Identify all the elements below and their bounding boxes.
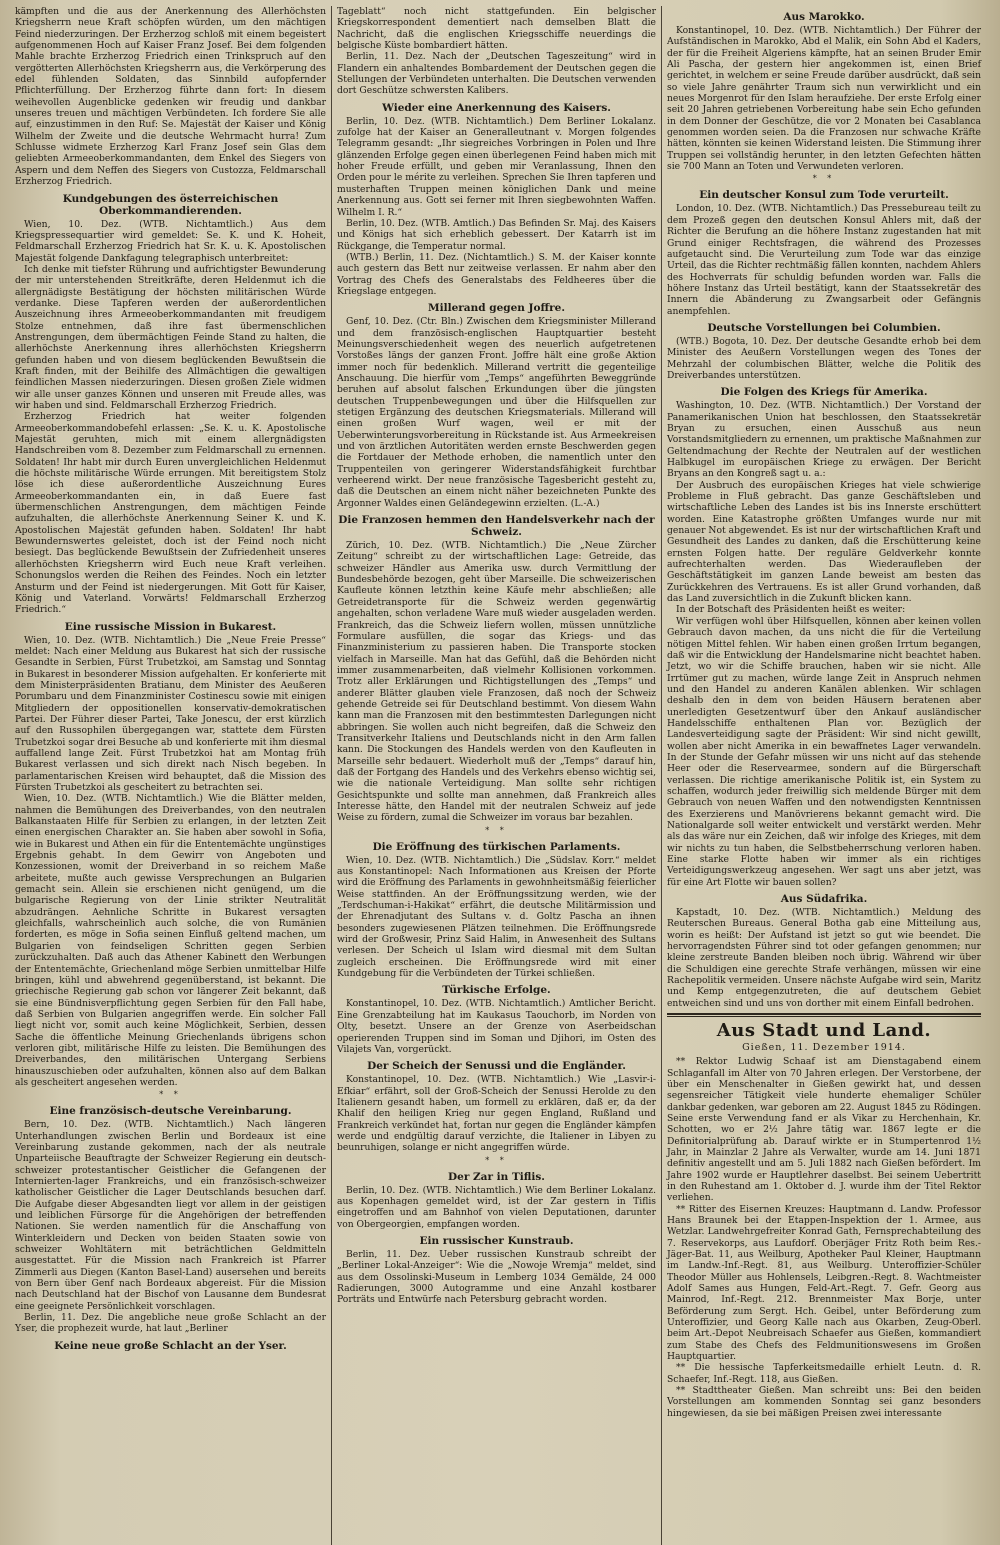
section-separator: * * <box>159 1090 182 1100</box>
paragraph: Wien, 10. Dez. (WTB. Nichtamtlich.) Wie die Blätter melden, nahmen die Bemühungen des Dreiverbandes, von den neutralen Balkanstaaten Hilfe für Serbien zu erlangen, in der letzten Zeit einen energischen Charakter an. Sie haben aber sowohl in Sofia, wie in Bukarest und Athen ein für die Ententemächte ungünstiges Ergebnis gehabt. In dem Gewirr von Angeboten und Konzessionen, womit der Dreiverband in so reichem Maße arbeitete, mußte auch gewisse Versprechungen an Bulgarien gemacht sein. Allein sie erschienen nicht genügend, um die bulgarische Regierung von der Linie strikter Neutralität abzudrängen. Aehnliche Schritte in Bukarest versagten gleichfalls, wahrscheinlich auch solche, die von Rumänien forderten, es möge in Sofia seinen Einfluß geltend machen, um Bulgarien von feindseligen Schritten gegen Serbien zurückzuhalten. Daß auch das Athener Kabinett den Werbungen der Ententemächte, Griechenland möge Serbien unmittelbar Hilfe bringen, kühl und abwehrend gegenüberstand, ist bekannt. Die griechische Regierung gab schon vor längerer Zeit bekannt, daß sie eine Bündnisverpflichtung gegen Serbien für den Fall habe, daß Serbien von Bulgarien angegriffen werde. Ein solcher Fall liegt nicht vor, somit auch keine Möglichkeit, Serbien, dessen Sache die öffentliche Meinung Griechenlands übrigens schon verloren gibt, militärische Hilfe zu leisten. Die Bemühungen des Dreiverbandes, den militärischen Untergang Serbiens hinauszuschieben oder aufzuhalten, können also auf dem Balkan als gescheitert angesehen werden. <box>15 793 326 1088</box>
section-separator: * * <box>485 825 508 835</box>
paragraph: ** Ritter des Eisernen Kreuzes: Hauptmann d. Landw. Professor Hans Braunek bei der Etappen-Inspektion der 1. Armee, aus Wetzlar. Landwehrgefreiter Konrad Gath, Fernsprechabteilung des 7. Reservekorps, aus Laufdorf. Oberjäger Fritz Roth beim Res.-Jäger-Bat. 11, aus Weilburg, Apotheker Paul Kleiner, Hauptmann im Landw.-Inf.-Regt. 81, aus Weilburg. Unteroffizier-Schüler Theodor Müller aus Hohlensels, Leibgren.-Regt. 8. Wachtmeister Adolf Sames aus Hungen, Feld-Art.-Regt. 7. Gefr. Georg aus Mainrod, Inf.-Regt. 212. Brennmeister Max Borje, unter Beförderung zum Sergt. Hch. Geibel, unter Beförderung zum Unteroffizier, und Georg Kalle nach aus Okarben, Zeug-Oberl. beim Art.-Depot Neubreisach Schaefer aus Gießen, kommandiert zum Stabe des Chefs des Feldmunitionswesens im Großen Hauptquartier. <box>667 1203 981 1363</box>
paragraph: ** Rektor Ludwig Schaaf ist am Dienstagabend einem Schlaganfall im Alter von 70 Jahren erlegen. Der Verstorbene, der über ein Menschenalter in Gießen gewirkt hat, und dessen segensreicher Tätigkeit viele hunderte ehemaliger Schüler dankbar gedenken, war geboren am 22. August 1845 zu Rödingen. Seine erste Verwendung fand er als Vikar zu Herchenhain, Kr. Schotten, wo er 2½ Jahre tätig war. 1867 legte er die Definitorialprüfung ab. Darauf wirkte er in Stumpertenrod 1½ Jahr, in Mainzlar 2 Jahre als Verwalter, wurde am 14. Juni 1871 definitiv angestellt und am 5. Juli 1882 nach Gießen befördert. Im Jahre 1902 wurde er Hauptlehrer daselbst. Bei seinem Uebertritt in den Ruhestand am 1. Oktober d. J. wurde ihm der Titel Rektor verliehen. <box>667 1056 981 1204</box>
paragraph: ** Stadttheater Gießen. Man schreibt uns: Bei den beiden Vorstellungen am kommenden Sonntag sei ganz besonders hingewiesen, da sie bei mäßigen Preisen zwei interessante <box>667 1385 981 1419</box>
paragraph: (WTB.) Bogota, 10. Dez. Der deutsche Gesandte erhob bei dem Minister des Aeußern Vorstellungen wegen des Tones der Mehrzahl der columbischen Blätter, welche die Politik des Dreiverbandes unterstützen. <box>667 335 981 381</box>
article-headline: Wieder eine Anerkennung des Kaisers. <box>382 101 611 114</box>
paragraph: London, 10. Dez. (WTB. Nichtamtlich.) Das Pressebureau teilt zu dem Prozeß gegen den deutschen Konsul Ahlers mit, daß der Richter die Berufung an die höhere Instanz zugestanden hat mit Grund einiger Rechtsfragen, die während des Prozesses aufgetaucht sind. Die Verurteilung zum Tode war das einzige Urteil, das die Richter rechtmäßig fällen konnten, nachdem Ahlers des Hochverrats für schuldig befunden worden war. Falls die höhere Instanz das Urteil bestätigt, kann der Staatssekretär des Innern die Abänderung zu Zwangsarbeit oder Gefängnis anempfehlen. <box>667 203 981 317</box>
article-headline: Der Zar in Tiflis. <box>448 1170 545 1183</box>
paragraph: Berlin, 11. Dez. Nach der „Deutschen Tageszeitung“ wird in Flandern ein anhaltendes Bombardement der Deutschen gegen die Stellungen der Verbündeten unterhalten. Die Deutschen verwenden dort Geschütze schwersten Kalibers. <box>337 51 656 97</box>
article-headline: Die Franzosen hemmen den Handelsverkehr nach der Schweiz. <box>338 514 655 539</box>
paragraph: Berlin, 11. Dez. Die angebliche neue große Schlacht an der Yser, die prophezeit wurde, hat laut „Berliner <box>15 1312 326 1335</box>
paragraph: In der Botschaft des Präsidenten heißt es weiter: <box>676 604 906 616</box>
paragraph: Tageblatt“ noch nicht stattgefunden. Ein belgischer Kriegskorrespondent dementiert nach demselben Blatt die Nachricht, daß die englischen Kriegsschiffe neuerdings die belgische Küste bombardiert hätten. <box>337 6 656 52</box>
section-divider <box>667 1013 981 1015</box>
article-headline: Kundgebungen des österreichischen Oberkommandierenden. <box>62 192 279 217</box>
article-headline: Die Eröffnung des türkischen Parlaments. <box>372 840 621 853</box>
paragraph: Konstantinopel, 10. Dez. (WTB. Nichtamtlich.) Der Führer der Aufständischen in Marokko, Abd el Malik, ein Sohn Abd el Kaders, der für die Freiheit Algeriens kämpfte, hat an seinen Bruder Emir Ali Pascha, der gestern hier angekommen ist, einen Brief gerichtet, in welchem er seine Freude darüber ausdrückt, daß sein so viele Jahre genährter Traum sich nun verwirklicht und ein neues Morgenrot für den Islam heraufziehe. Der erste Erfolg einer seit 20 Jahren getriebenen Vorbereitung habe sein Echo gefunden in dem Donner der Geschütze, die vor 2 Monaten bei Casablanca genommen worden seien. Da die Franzosen nur schwache Kräfte hätten, könnten sie keinen Widerstand leisten. Die Stimmung ihrer Truppen sei vollständig herunter, in den letzten Gefechten hätten sie 700 Mann an Toten und Verwundeten verloren. <box>667 25 981 173</box>
paragraph: ** Die hessische Tapferkeitsmedaille erhielt Leutn. d. R. Schaefer, Inf.-Regt. 118, aus Gießen. <box>667 1362 981 1385</box>
paragraph: Konstantinopel, 10. Dez. (WTB. Nichtamtlich.) Amtlicher Bericht. Eine Grenzabteilung hat im Kaukasus Taouchorb, im Norden von Olty, besetzt. Unsere an der Grenze von Aserbeidschan operierenden Truppen sind im Soman und Djihori, im Osten des Vilajets Van, vorgerückt. <box>337 998 656 1055</box>
paragraph: kämpften und die aus der Anerkennung des Allerhöchsten Kriegsherrn neue Kraft schöpfen würden, um den mächtigen Feind niederzuringen. Der Erzherzog schloß mit einem begeistert aufgenommenen Hoch auf Kaiser Franz Josef. Bei dem folgenden Mahle brachte Erzherzog Friedrich einen Trinkspruch auf den vergötterten Allerhöchsten Kriegsherrn aus, die Verkörperung des edel fühlenden Soldaten, das Sinnbild aufopfernder Pflichterfüllung. Der Erzherzog führte dann fort: In diesem weihevollen Augenblicke gedenken wir freudig und dankbar unseres treuen und mächtigen Verbündeten. Ich fordere Sie alle auf, einzustimmen in den Ruf: Se. Majestät der Kaiser und König Wilhelm der Zweite und die deutsche Wehrmacht hurra! Zum Schlusse widmete Erzherzog Karl Franz Josef sein Glas dem geliebten Armeeoberkommandanten, dem Enkel des Siegers von Aspern und dem Neffen des Siegers von Custozza, Feldmarschall Erzherzog Friedrich. <box>15 6 326 188</box>
paragraph: Konstantinopel, 10. Dez. (WTB. Nichtamtlich.) Wie „Lasvir-i-Efkiar“ erfährt, soll der Groß-Scheich der Senussi Herolde zu den Italienern gesandt haben, um formell zu erklären, daß er, da der Khalif den heiligen Krieg nur gegen England, Rußland und Frankreich verkündet hat, fortan nur gegen die Engländer kämpfen werde und endgültig darauf verzichte, die Italiener in Libyen zu beunruhigen, solange er nicht angegriffen würde. <box>337 1074 656 1154</box>
paragraph: Bern, 10. Dez. (WTB. Nichtamtlich.) Nach längeren Unterhandlungen zwischen Berlin und Bordeaux ist eine Vereinbarung zustande gekommen, nach der als neutrale Unparteiische Beauftragte der Schweizer Regierung ein deutsch-schweizer protestantischer Geistlicher die Gefangenen der Internierten-lager Frankreichs, und ein französisch-schweizer katholischer Geistlicher die Lager Deutschlands besuchen darf. Die Aufgabe dieser Abgesandten liegt vor allem in der geistigen und leiblichen Fürsorge für die Angehörigen der betreffenden Nationen. Sie werden namentlich für die Anschaffung von Winterkleidern und Decken von beiden Staaten sowie von schweizer Wohltätern mit beträchtlichen Geldmitteln ausgestattet. Für die Mission nach Frankreich ist Pfarrer Zimmerli aus Diegen (Kanton Basel-Land) ausersehen und bereits von Bern über Genf nach Bordeaux abgereist. Für die Mission nach Deutschland hat der Bischof von Lausanne dem Bundesrat eine geeignete Persönlichkeit vorschlagen. <box>15 1119 326 1312</box>
paragraph: (WTB.) Berlin, 11. Dez. (Nichtamtlich.) S. M. der Kaiser konnte auch gestern das Bett nur zeitweise verlassen. Er nahm aber den Vortrag des Chefs des Generalstabs des Feldheeres über die Kriegslage entgegen. <box>337 251 656 297</box>
article-headline: Eine russische Mission in Bukarest. <box>64 620 277 633</box>
article-headline: Aus Marokko. <box>783 11 865 23</box>
paragraph: Berlin, 10. Dez. (WTB. Nichtamtlich.) Wie dem Berliner Lokalanz. aus Kopenhagen gemeldet wird, ist der Zar gestern in Tiflis eingetroffen und am Bahnhof von vielen Deputationen, darunter von Obergeorgien, empfangen worden. <box>337 1184 656 1230</box>
column-3 <box>662 6 986 1545</box>
article-headline: Türkische Erfolge. <box>442 984 551 997</box>
paragraph: Wien, 10. Dez. (WTB. Nichtamtlich.) Die „Neue Freie Presse“ meldet: Nach einer Meldung aus Bukarest hat sich der russische Gesandte in Serbien, Fürst Trubetzkoi, am Samstag und Sonntag in Bukarest in besonderer Mission aufgehalten. Er konferierte mit dem Ministerpräsidenten Bratianu, dem Minister des Aeußeren Porumbaru und dem Finanzminister Costinescu sowie mit einigen Mitgliedern der oppositionellen konservativ-demokratischen Partei. Der Führer dieser Partei, Take Jonescu, der erst kürzlich auf den Russophilen übergegangen war, stattete dem Fürsten Trubetzkoi sogar drei Besuche ab und konferierte mit ihm diesmal auffallend lange Zeit. Fürst Trubetzkoi hat am Montag früh Bukarest verlassen und sich direkt nach Nisch begeben. In parlamentarischen Kreisen wird behauptet, daß die Mission des Fürsten Trubetzkoi als gescheitert zu betrachten sei. <box>15 634 326 793</box>
article-headline: Deutsche Vorstellungen bei Columbien. <box>707 321 941 334</box>
article-headline: Der Scheich der Senussi und die Engländer. <box>367 1060 626 1073</box>
paragraph: Kapstadt, 10. Dez. (WTB. Nichtamtlich.) Meldung des Reuterschen Bureaus. General Botha gab eine Mitteilung aus, worin es heißt: Der Aufstand ist jetzt so gut wie beendet. Die hervorragendsten Führer sind tot oder gefangen genommen; nur kleine zerstreute Banden bleiben noch übrig. Während wir über die Schuldigen eine gerechte Strafe verhängen, müssen wir eine Rachepolitik vermeiden. Unsere nächste Aufgabe wird sein, Maritz und Kemp entgegenzutreten, die auf deutschem Gebiet entweichen sind und uns von dorther mit einem Einfall bedrohen. <box>667 907 981 1009</box>
section-heading: Aus Stadt und Land. <box>716 1020 932 1042</box>
paragraph: Ich denke mit tiefster Rührung und aufrichtigster Bewunderung der mir unterstehenden Streitkräfte, deren Heldenmut ich die allergnädigste Bestätigung der höchsten militärischen Würde verdanke. Diese Tapferen werden der außerordentlichen Auszeichnung ihres Armeeoberkommandanten mit freudigem Stolze entnehmen, daß ihre fast übermenschlichen Anstrengungen, dem übermächtigen Feinde Stand zu halten, die allerhöchste Anerkennung ihres allerhöchsten Kriegsherrn gefunden haben und von diesem beglückenden Bewußtsein die Kraft finden, mit der Beihilfe des Allmächtigen die gewaltigen feindlichen Massen niederzuringen. Diesen großen Ziele widmen wir alle unser ganzes Können und unseren mit Freude alles, was wir haben und sind. Feldmarschall Erzherzog Friedrich. <box>15 263 326 411</box>
paragraph: Genf, 10. Dez. (Ctr. Bln.) Zwischen dem Kriegsminister Millerand und dem französisch-englischen Hauptquartier besteht Meinungsverschiedenheit wegen des neuerlich aufgetretenen Vorstoßes längs der ganzen Front. Joffre hält eine große Aktion immer noch für bedenklich. Millerand vertritt die gegenteilige Anschauung. Die hierfür vom „Temps“ angeführten Beweggründe beruhen auf absolut falschen Erkundungen über die jüngsten deutschen Truppenbewegungen und über die Hilfsquellen zur stetigen Ergänzung des deutschen Kriegsmaterials. Millerand will einen großen Wurf wagen, weil er mit der Ueberwinterungsvorbereitung in Rückstande ist. Aus Armeekreisen und von ärztlichen Autoritäten werden ernste Beschwerden gegen die Fortdauer der Methode erhoben, die namentlich unter den Truppenteilen von geringerer Widerstandsfähigkeit furchtbar verheerend wirkt. Der neue französische Tagesbericht gesteht zu, daß die Deutschen an einem nicht näher bezeichneten Punkte des Argonner Waldes einen Geländegewinn erzielten. (L.-A.) <box>337 316 656 509</box>
section-divider <box>667 1016 981 1017</box>
paragraph: Erzherzog Friedrich hat weiter folgenden Armeeoberkommandobefehl erlassen: „Se. K. u. K. Apostolische Majestät geruhten, mich mit einem allergnädigsten Handschreiben vom 8. Dezember zum Feldmarschall zu ernennen. Soldaten! Ihr habt mir durch Euren unvergleichlichen Heldenmut die höchste militärische Würde errungen. Mit bereitigstem Stolz löse ich diese außerordentliche Auszeichnung Eures Armeeoberkommandanten ein, in daß Euere fast übermenschlichen Anstrengungen, dem mächtigen Feinde aufzuhalten, die allerhöchste Anerkennung Seiner K. und K. Apostolischen Majestät gefunden haben. Soldaten! Ihr habt Bewundernswertes geleistet, doch ist der Feind noch nicht besiegt. Das beglückende Bewußtsein der Zufriedenheit unseres allerhöchsten Kriegsherrn wird Euch neue Kraft verleihen. Schonungslos werden die Reihen des Feindes. Noch ein letzter Ansturm und der Feind ist niedergerungen. Mit Gott für Kaiser, König und Vaterland. Vorwärts! Feldmarschall Erzherzog Friedrich.“ <box>15 411 326 616</box>
article-headline: Ein deutscher Konsul zum Tode verurteilt. <box>699 189 949 202</box>
column-2 <box>332 6 662 1545</box>
paragraph: Zürich, 10. Dez. (WTB. Nichtamtlich.) Die „Neue Zürcher Zeitung“ schreibt zu der wirtschaftlichen Lage: Getreide, das schweizer Händler aus Amerika usw. durch Vermittlung der Bundesbehörde bezogen, geht über Marseille. Die schweizerischen Kaufleute können letzthin keine Käufe mehr abschließen; alle Getreidetransporte für die Schweiz werden gegenwärtig angehalten, schon verladene Ware muß wieder ausgeladen werden. Frankreich, das die Schweiz liefern wollen, müssen unnützliche Formulare ausfüllen, die sogar das Kriegs- und das Finanzministerium zu passieren haben. Die Transporte stocken vielfach in Marseille. Man hat das Gefühl, daß die Behörden nicht immer zusammenarbeiten, daß vielmehr Kollisionen vorkommen. Trotz aller Erklärungen und Richtigstellungen des „Temps“ und anderer Blätter glauben viele Franzosen, daß noch der Schweiz gehende Getreide sei für Deutschland bestimmt. Von diesem Wahn kann man die Franzosen mit den bestimmtesten Darlegungen nicht abbringen. Sie wollen auch nicht begreifen, daß die Schweiz den Transitverkehr Italiens und Deutschlands nicht in den Arm fallen kann. Die Stockungen des Handels werden von den Kaufleuten in Marseille sehr bedauert. Wiederholt muß der „Temps“ darauf hin, daß der Fortgang des Handels und des Verkehrs ebenso wichtig sei, wie die nationale Verteidigung. Man sollte sehr richtigen Gesichtspunkte und sollte man annehmen, daß Frankreich alles Interesse hätte, den Handel mit der neutralen Schweiz auf jede Weise zu fördern, zumal die Schweizer im voraus bar bezahlen. <box>337 540 656 824</box>
article-headline: Millerand gegen Joffre. <box>427 302 566 315</box>
article-headline: Die Folgen des Kriegs für Amerika. <box>720 386 928 399</box>
paragraph: Berlin, 11. Dez. Ueber russischen Kunstraub schreibt der „Berliner Lokal-Anzeiger“: Wie die „Nowoje Wremja“ meldet, sind aus dem Ossolinski-Museum in Lemberg 1034 Gemälde, 24 000 Radierungen, 3000 Autogramme und eine Anzahl kostbarer Porträts und Entwürfe nach Petersburg gebracht worden. <box>337 1248 656 1306</box>
article-headline: Eine französisch-deutsche Vereinbarung. <box>49 1105 292 1118</box>
section-separator: * * <box>812 174 836 184</box>
paragraph: Berlin, 10. Dez. (WTB. Nichtamtlich.) Dem Berliner Lokalanz. zufolge hat der Kaiser an Generalleutnant v. Morgen folgendes Telegramm gesandt: „Ihr siegreiches Vorbringen in Polen und Ihre glänzenden Erfolge gegen einen überlegenen Feind haben mich mit hoher Freude erfüllt, und geben mir Veranlassung, Ihnen den Orden pour le mérite zu verleihen. Sprechen Sie Ihren tapferen und musterhaften Truppen meinen königlichen Dank und meine Anerkennung aus. Gott sei ferner mit Ihren siegbewohnten Waffen. Wilhelm I. R.“ <box>337 115 656 218</box>
paragraph: Washington, 10. Dez. (WTB. Nichtamtlich.) Der Vorstand der Panamerikanischen Union hat beschlossen, den Staatssekretär Bryan zu ersuchen, einen Ausschuß aus neun Vorstandsmitgliedern zu ernennen, um praktische Maßnahmen zur Geltendmachung der Rechte der Neutralen auf der westlichen Halbkugel im europäischen Kriege zu erwägen. Der Bericht Bryans an den Kongreß sagt u. a.: <box>667 400 981 480</box>
paragraph: Wien, 10. Dez. (WTB. Nichtamtlich.) Aus dem Kriegspressequartier wird gemeldet: Se. K. und K. Hoheit, Feldmarschall Erzherzog Friedrich hat Sr. K. u. K. Apostolischen Majestät folgende Dankfagung telegraphisch unterbreitet: <box>15 218 326 264</box>
section-separator: * * <box>485 1155 508 1165</box>
paragraph: Wir verfügen wohl über Hilfsquellen, können aber keinen vollen Gebrauch davon machen, da uns nicht die für die Verteilung nötigen Mittel fehlen. Wir haben einen großen Irrtum begangen, daß wir die Entwicklung der Handelsmarine nicht beachtet haben. Jetzt, wo wir die Schiffe brauchen, haben wir sie nicht. Alle Irrtümer gut zu machen, würde lange Zeit in Anspruch nehmen und den Handel zu anderen Kanälen ablenken. Wir schlagen deshalb den in dem von beiden Häusern beratenen aber unerledigten Gesetzentwurf über den Ankauf ausländischer Handelsschiffe enthaltenen Plan vor. Bezüglich der Landesverteidigung sagte der Präsident: Wir sind nicht gewillt, wollen aber nicht Amerika in ein bewaffnetes Lager verwandeln. In der Stunde der Gefahr müssen wir uns nicht auf das stehende Heer oder die Reservearmee, sondern auf die Bürgerschaft verlassen. Die richtige amerikanische Politik ist, ein System zu schaffen, wodurch jeder freiwillig sich meldende Bürger mit dem Gebrauch von neuen Waffen und den notwendigsten Kenntnissen des Exerzierens und Manövrierens bekannt gemacht wird. Die Nationalgarde soll weiter entwickelt und verstärkt werden. Mehr als das wäre nur ein Zeichen, daß wir infolge des Krieges, mit dem wir nichts zu tun haben, die Selbstbeherrschung verloren haben. Eine starke Flotte haben wir immer als ein richtiges Verteidigungswerkzeug angesehen. Wer sagt uns aber jetzt, was für eine Art Flotte wir bauen sollen? <box>667 615 981 888</box>
paragraph: Der Ausbruch des europäischen Krieges hat viele schwierige Probleme in Fluß gebracht. Das ganze Geschäftsleben und wirtschaftliche Leben des Landes ist bis ins Innerste erschüttert worden. Eine Katastrophe größten Umfanges wurde nur mit genauer Not abgewendet. Es ist nur der wirtschaftlichen Kraft und Gesundheit des Landes zu danken, daß die Erschütterung keine ernsten Folgen hatte. Der reguläre Geldverkehr konnte aufrechterhalten werden. Das Wiederaufleben der Geschäftstätigkeit im ganzen Lande beweist am besten das Zurückkehren des Vertrauens. Es ist aller Grund vorhanden, daß das Land zuversichtlich in die Zukunft blicken kann. <box>667 479 981 605</box>
article-headline: Keine neue große Schlacht an der Yser. <box>54 1339 287 1352</box>
dateline: Gießen, 11. Dezember 1914. <box>742 1042 906 1054</box>
paragraph: Wien, 10. Dez. (WTB. Nichtamtlich.) Die „Südslav. Korr.“ meldet aus Konstantinopel: Nach Informationen aus Kreisen der Pforte wird die Eröffnung des Parlaments in gewohnheitsmäßig feierlicher Weise stattfinden. An der Eröffnungssitzung werden, wie der „Terdschuman-i-Hakikat“ erfährt, die deutsche Militärmission und der Ehrenadjutant des Sultans v. d. Goltz Pascha an ihnen besonders zugewiesenen Plätzen teilnehmen. Die Eröffnungsrede wird der Großwesir, Prinz Said Halim, in Anwesenheit des Sultans verlesen. Der Scheich ul Islam wird diesmal mit dem Sultan zugleich erscheinen. Die Eröffnungsrede wird mit einer Kundgebung für die Verbündeten der Türkei schließen. <box>337 854 656 980</box>
article-headline: Aus Südafrika. <box>780 893 868 906</box>
article-headline: Ein russischer Kunstraub. <box>419 1234 574 1247</box>
column-1 <box>10 6 332 1545</box>
paragraph: Berlin, 10. Dez. (WTB. Amtlich.) Das Befinden Sr. Maj. des Kaisers und Königs hat sich erheblich gebessert. Der Katarrh ist im Rückgange, die Temperatur normal. <box>337 217 656 252</box>
